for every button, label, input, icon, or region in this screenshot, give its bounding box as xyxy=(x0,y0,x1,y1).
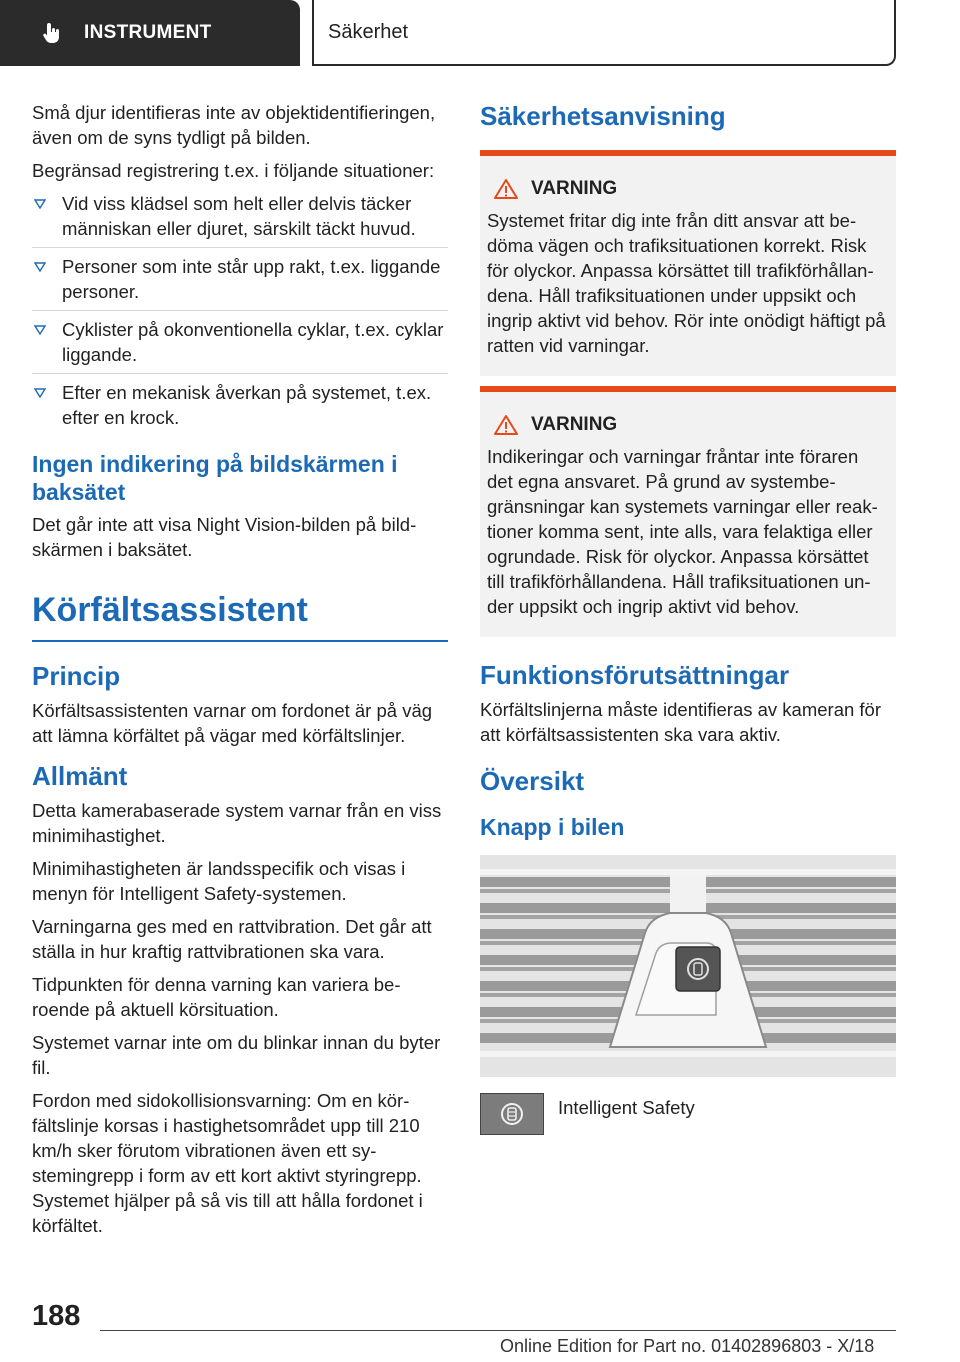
hand-pointer-icon xyxy=(40,21,64,45)
warning-text: Systemet fritar dig inte från ditt ansvar att bedöma vägen och trafiksituationen korrekt. Risk för olyckor. Anpassa körsättet till trafikförhållandena. Håll trafiksituationen under uppsikt och ingrip aktivt vid behov. Rör inte onödigt häftigt på ratten vid varningar. xyxy=(487,210,886,356)
intelligent-safety-button-thumbnail xyxy=(480,1093,544,1135)
warning-text: Indikeringar och varningar fråntar inte föraren det egna ansvaret. På grund av systembegränsningar kan systemets varningar eller reaktioner komma sent, inte alls, vara felaktiga eller ogrundade. Risk för olyckor. Anpassa körsättet till trafikförhållandena. Håll trafiksituationen under uppsikt och ingrip aktivt vid behov. xyxy=(487,446,878,617)
paragraph-general-1: Detta kamerabaserade system varnar från en viss minimihastighet. xyxy=(32,800,442,846)
list-item xyxy=(32,191,448,248)
footer-edition: Online Edition for Part no. 01402896803 - X/18 xyxy=(500,1336,875,1356)
left-column xyxy=(32,100,448,1246)
button-caption-row xyxy=(480,1093,896,1135)
intelligent-safety-button-icon xyxy=(497,1099,527,1129)
warning-box xyxy=(480,150,896,376)
list-item-text: Personer som inte står upp rakt, t.ex. liggande personer. xyxy=(62,256,441,302)
bullet-triangle-icon xyxy=(34,325,46,335)
heading-rear-display: Ingen indikering på bildskärmen i baksätet xyxy=(32,451,398,505)
paragraph-general-4: Tidpunkten för denna varning kan variera beroende på aktuell körsituation. xyxy=(32,974,401,1020)
paragraph-function-requirements: Körfältslinjerna måste identifieras av kameran för att körfältsassistenten ska vara aktiv. xyxy=(480,699,882,745)
bullet-triangle-icon xyxy=(34,262,46,272)
heading-princip: Princip xyxy=(32,661,121,691)
paragraph-general-5: Systemet varnar inte om du blinkar innan du byter fil. xyxy=(32,1032,441,1078)
heading-button-in-car: Knapp i bilen xyxy=(480,814,625,840)
paragraph-princip: Körfältsassistenten varnar om fordonet är på väg att lämna körfältet på vägar med körfältslinjer. xyxy=(32,700,433,746)
page-number: 188 xyxy=(32,1300,81,1332)
paragraph-general-6: Fordon med sidokollisionsvarning: Om en körfältslinje korsas i hastighetsområdet upp till 210 km/h sker förutom vibrationen även ett systemingrepp i form av ett kort aktivt styringrepp. Systemet hjälper på så vis till att hålla fordonet i körfältet. xyxy=(32,1090,423,1236)
warning-header xyxy=(487,178,888,200)
list-item xyxy=(32,254,448,311)
section-title: Säkerhet xyxy=(328,20,409,43)
paragraph-rear-display: Det går inte att visa Night Vision-bilden på bildskärmen i baksätet. xyxy=(32,514,417,560)
button-location-photo xyxy=(480,855,896,1077)
list-item xyxy=(32,317,448,374)
warning-header xyxy=(487,414,888,436)
warning-triangle-icon xyxy=(493,414,519,436)
list-item-text: Cyklister på okonventionella cyklar, t.ex. cyklar liggande. xyxy=(62,319,444,365)
warning-triangle-icon xyxy=(493,178,519,200)
chapter-tab-label: INSTRUMENT xyxy=(84,22,212,43)
list-item-text: Efter en mekanisk åverkan på systemet, t.ex. efter en krock. xyxy=(62,382,432,428)
page-header xyxy=(0,0,960,66)
section-title-box xyxy=(312,0,896,66)
dashboard-button-illustration xyxy=(480,855,896,1077)
heading-allmant: Allmänt xyxy=(32,761,128,791)
paragraph-small-animals: Små djur identifieras inte av objektidentifieringen, även om de syns tydligt på bilden. xyxy=(32,102,436,148)
paragraph-general-3: Varningarna ges med en rattvibration. Det går att ställa in hur kraftig rattvibrationen ska vara. xyxy=(32,916,432,962)
heading-overview: Översikt xyxy=(480,766,585,796)
heading-safety-note: Säkerhetsanvisning xyxy=(480,101,726,131)
list-item xyxy=(32,380,448,436)
limitation-list xyxy=(32,191,448,436)
chapter-tab xyxy=(0,0,300,66)
paragraph-limited-detection: Begränsad registrering t.ex. i följande situationer: xyxy=(32,160,435,181)
warning-title: VARNING xyxy=(531,414,618,435)
list-item-text: Vid viss klädsel som helt eller delvis täcker människan eller djuret, särskilt täckt huvud. xyxy=(62,193,416,239)
footer-divider xyxy=(100,1330,896,1331)
chapter-title: Körfältsassistent xyxy=(32,588,448,642)
paragraph-general-2: Minimihastigheten är landsspecifik och visas i menyn för Intelligent Safety-systemen. xyxy=(32,858,406,904)
heading-function-requirements: Funktionsförutsättningar xyxy=(480,660,790,690)
bullet-triangle-icon xyxy=(34,388,46,398)
warning-title: VARNING xyxy=(531,178,618,199)
warning-box xyxy=(480,386,896,637)
bullet-triangle-icon xyxy=(34,199,46,209)
right-column xyxy=(480,100,896,1135)
button-caption: Intelligent Safety xyxy=(558,1097,695,1118)
